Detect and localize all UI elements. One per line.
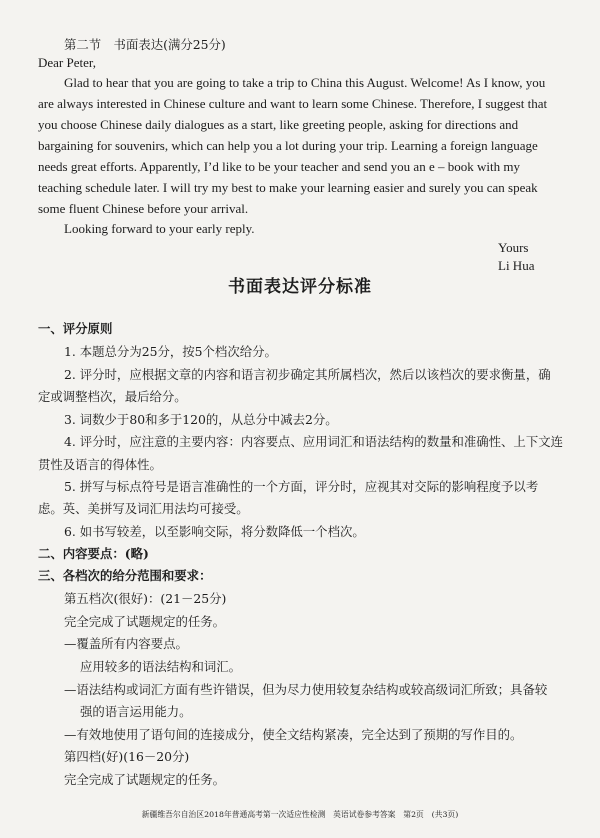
principle-item: 6. 如书写较差，以至影响交际，将分数降低一个档次。 [64,524,365,539]
tier-item: 完全完成了试题规定的任务。 [64,772,226,787]
page-footer: 新疆维吾尔自治区2018年普通高考第一次适应性检测 英语试卷参考答案 第2页 (共3页) [141,810,459,819]
letter-line: some fluent Chinese before your arrival. [38,201,249,216]
tier-item: 强的语言运用能力。 [80,704,192,719]
letter-line: teaching schedule later. I will try my best to make your learning easier and surely you can speak [38,180,538,195]
tier-item: —有效地使用了语句间的连接成分，使全文结构紧凑，完全达到了预期的写作目的。 [64,727,523,742]
tier-heading: 第五档次(很好)：(21－25分) [64,591,227,606]
tier-item: 应用较多的语法结构和词汇。 [80,659,242,674]
letter-sign-off: Yours [498,240,529,255]
letter-closing: Looking forward to your early reply. [64,221,255,236]
letter-line: needs great efforts. Apparently, I’d like to be your teacher and send you an e – book with my [38,159,520,174]
tier-heading: 第四档(好)(16－20分) [64,749,190,764]
principle-item: 虑。英、美拼写及词汇用法均可接受。 [38,501,249,516]
principle-item: 定或调整档次，最后给分。 [38,389,187,404]
letter-line: bargaining for souvenirs, which can help you a lot during your trip. Learning a foreign language [38,138,538,153]
tier-item: 完全完成了试题规定的任务。 [64,614,226,629]
section3-heading: 三、各档次的给分范围和要求： [38,568,212,583]
principle-item: 贯性及语言的得体性。 [38,457,162,472]
section-header: 第二节 书面表达(满分25分) [64,37,226,52]
principle-item: 1. 本题总分为25分，按5个档次给分。 [64,344,277,359]
principle-item: 5. 拼写与标点符号是语言准确性的一个方面，评分时，应视其对交际的影响程度予以考 [64,479,539,494]
principle-item: 4. 评分时，应注意的主要内容：内容要点、应用词汇和语法结构的数量和准确性、上下文连 [64,434,563,449]
letter-signature: Li Hua [498,258,535,273]
section2-heading: 二、内容要点：(略) [38,546,149,561]
principle-item: 3. 词数少于80和多于120的，从总分中减去2分。 [64,412,338,427]
letter-line: Glad to hear that you are going to take a trip to China this August. Welcome! As I know, you [64,75,546,90]
letter-line: are always interested in Chinese culture and want to learn some Chinese. Therefore, I suggest that [38,96,548,111]
tier-item: —覆盖所有内容要点。 [64,636,188,651]
rubric-title: 书面表达评分标准 [228,277,372,297]
letter-salutation: Dear Peter, [38,55,96,70]
section1-heading: 一、评分原则 [38,321,113,336]
principle-item: 2. 评分时，应根据文章的内容和语言初步确定其所属档次，然后以该档次的要求衡量，确 [64,367,551,382]
letter-line: you choose Chinese daily dialogues as a start, like greeting people, asking for directions and [38,117,519,132]
tier-item: —语法结构或词汇方面有些许错误，但为尽力使用较复杂结构或较高级词汇所致；具备较 [64,682,548,697]
